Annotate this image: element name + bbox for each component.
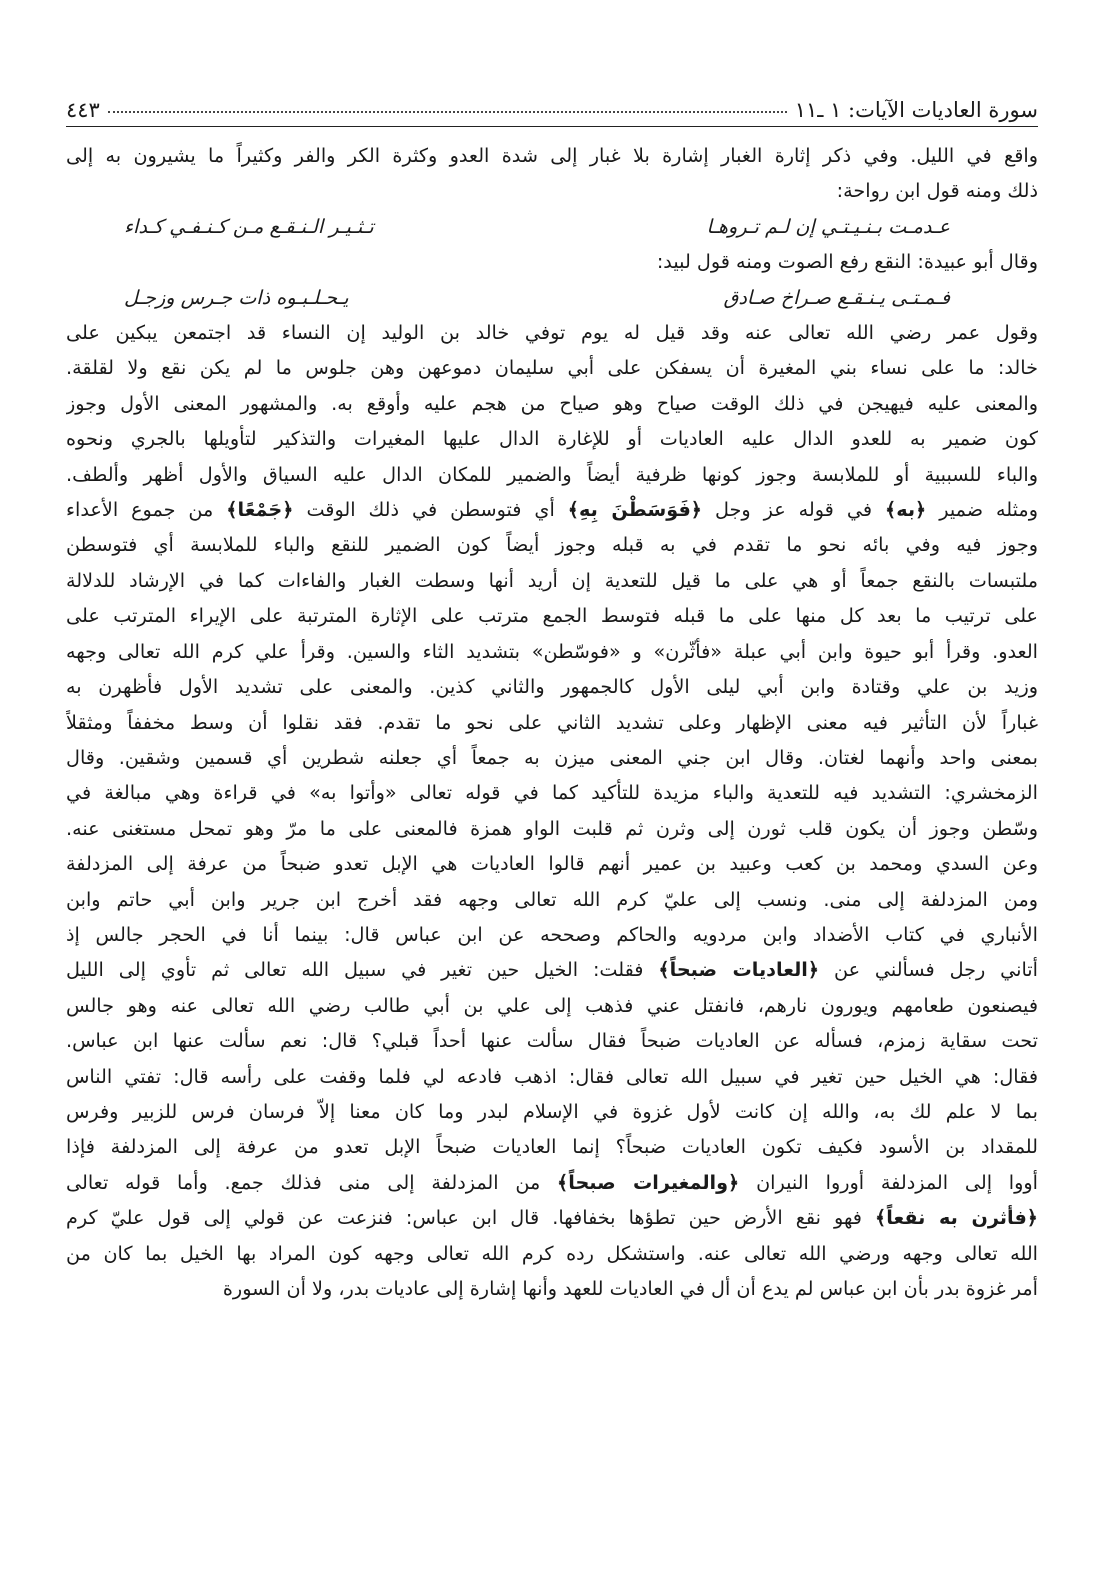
- verse-hemistich-right: عـدمـت بـنـيـتـي إن لـم تـروهـا: [706, 214, 950, 238]
- text-run: أي فتوسطن في ذلك الوقت: [306, 498, 555, 522]
- text-run: أووا إلى المزدلفة أوروا النيران: [756, 1170, 1038, 1194]
- text-line: فقال: هي الخيل حين تغير في سبيل الله تعالى فقال: اذهب فادعه لي فلما وقفت على رأسه قال: تفتي الناس: [66, 1064, 1038, 1088]
- quran-quote: ﴿فَوَسَطْنَ بِهِ﴾: [567, 498, 703, 522]
- text-line: ومن المزدلفة إلى منى. ونسب إلى عليّ كرم الله تعالى وجهه فقد أخرج ابن جرير وابن أبي حاتم وابن: [66, 887, 1038, 911]
- text-run: فقلت: الخيل حين تغير في سبيل الله تعالى ثم تأوي إلى الليل: [66, 958, 644, 982]
- quran-quote: ﴿العاديات ضبحاً﴾: [658, 958, 820, 982]
- text-line: وقال أبو عبيدة: النقع رفع الصوت ومنه قول لبيد:: [656, 250, 1038, 274]
- quran-quote: ﴿والمغيرات صبحاً﴾: [557, 1170, 740, 1194]
- text-run: أتاني رجل فسألني عن: [833, 958, 1038, 982]
- poem-verse: [66, 280, 1038, 315]
- text-line: وسّطن وجوز أن يكون قلب ثورن إلى وثرن ثم قلبت الواو همزة فالمعنى على ما مرّ وهو تمحل مستغنى عنه.: [66, 816, 1038, 840]
- text-line: [66, 1200, 1038, 1235]
- text-line: والمعنى عليه فيهيجن في ذلك الوقت صياح وهو صياح من هجم عليه وأوقع به. والمشهور المعنى الأول وجوز: [66, 391, 1038, 415]
- text-line: وجوز فيه وفي بائه نحو ما تقدم في به قبله وجوز أيضاً كون الضمير للنقع والباء للملابسة أي فتوسطن: [66, 533, 1038, 557]
- text-run: في قوله عز وجل: [715, 498, 872, 522]
- text-line: خالد: ما على نساء بني المغيرة أن يسفكن على أبي سليمان دموعهن وهن جلوس ما لم يكن نقع ولا لقلقة.: [66, 356, 1038, 380]
- text-line: كون ضمير به للعدو الدال عليه العاديات أو للإغارة الدال عليها المغيرات والتذكير لتأويلها بالجري ونحوه: [66, 427, 1038, 451]
- text-line: ملتبسات بالنقع جمعاً أو هي على ما قيل للتعدية إن أريد أنها وسطت الغبار والفاءات كما في الإرشاد للدلالة: [66, 568, 1038, 592]
- poem-verse: [66, 209, 1038, 244]
- text-run: فهو نقع الأرض حين تطؤها بخفافها. قال ابن عباس: فنزعت عن قولي إلى قول عليّ كرم: [66, 1206, 862, 1230]
- quran-quote: ﴿به﴾: [884, 498, 927, 522]
- text-line: [66, 492, 1038, 527]
- verse-hemistich-right: فـمـتـى يـنـقـع صـراخ صـادق: [723, 285, 950, 309]
- page-number: ٤٤٣: [66, 98, 100, 122]
- text-run: من جموع الأعداء: [66, 498, 214, 522]
- verse-hemistich-left: يـحـلـبـوه ذات جـرس وزجـل: [124, 285, 349, 309]
- text-line: الله تعالى وجهه ورضي الله تعالى عنه. واستشكل رده كرم الله تعالى وجهه كون المراد بها الخيل بما كان من: [66, 1241, 1038, 1265]
- text-line: بمعنى واحد وأنهما لغتان. وقال ابن جني المعنى ميزن به جمعاً أي جعلنه شطرين أي قسمين وشقين. وقال: [66, 745, 1038, 769]
- text-line: غباراً لأن التأثير فيه معنى الإظهار وعلى تشديد الثاني على نحو ما تقدم. فقد نقلوا أن وسط مخففاً ومثقلاً: [66, 710, 1038, 734]
- text-line: وعن السدي ومحمد بن كعب وعبيد بن عمير أنهم قالوا العاديات هي الإبل تعدو ضبحاً من عرفة إلى المزدلفة: [66, 852, 1038, 876]
- dotted-leader: [108, 111, 787, 113]
- text-line: وزيد بن علي وقتادة وابن أبي ليلى الأول كالجمهور والثاني كذين. والمعنى على تشديد الأول فأظهرن به: [66, 675, 1038, 699]
- tafsir-text: [66, 138, 1038, 1306]
- text-line: الأنباري في كتاب الأضداد وابن مردويه والحاكم وصححه عن ابن عباس قال: بينما أنا في الحجر جالس إذ: [66, 922, 1038, 946]
- text-line: للمقداد بن الأسود فكيف تكون العاديات ضبحاً؟ إنما العاديات ضبحاً الإبل تعدو من عرفة إلى المزدلفة فإذا: [66, 1135, 1038, 1159]
- running-header: [66, 82, 1038, 127]
- text-line: [66, 952, 1038, 987]
- text-run: من المزدلفة إلى منى فذلك جمع. وأما قوله تعالى: [66, 1170, 541, 1194]
- text-line: واقع في الليل. وفي ذكر إثارة الغبار إشارة بلا غبار إلى شدة العدو وكثرة الكر والفر وكثيراً ما يشيرون به إلى: [66, 144, 1038, 167]
- text-line: بما لا علم لك به، والله إن كانت لأول غزوة في الإسلام لبدر وما كان معنا إلاّ فرسان فرس للزبير وفرس: [66, 1099, 1038, 1123]
- text-line: الزمخشري: التشديد فيه للتعدية والباء مزيدة للتأكيد كما في قوله تعالى «وأتوا به» في قراءة وهي مبالغة في: [66, 781, 1038, 805]
- text-line: على ترتيب ما بعد كل منها على ما قبله فتوسط الجمع مترتب على الإثارة المترتبة على الإيراء المترتب على: [66, 604, 1038, 628]
- text-line: فيصنعون طعامهم ويورون نارهم، فانفتل عني فذهب إلى علي بن أبي طالب رضي الله تعالى عنه وهو جالس: [66, 993, 1038, 1017]
- quran-quote: ﴿جَمْعًا﴾: [226, 498, 294, 522]
- text-line: [66, 1165, 1038, 1200]
- text-line: والباء للسببية أو للملابسة وجوز كونها ظرفية أيضاً والضمير للمكان الدال عليه السياق والأول أظهر وألطف.: [66, 462, 1038, 486]
- quran-quote: ﴿فأثرن به نقعاً﴾: [875, 1206, 1038, 1230]
- text-line: وقول عمر رضي الله تعالى عنه وقد قيل له يوم توفي خالد بن الوليد إن النساء قد اجتمعن يبكين على: [66, 321, 1038, 345]
- text-line: أمر غزوة بدر بأن ابن عباس لم يدع أن أل في العاديات للعهد وأنها إشارة إلى عاديات بدر، ولا أن السورة: [222, 1277, 1038, 1300]
- surah-title: سورة العاديات الآيات: ١ ـ١١: [794, 98, 1038, 122]
- verse-hemistich-left: تـثـيـر الـنـقـع مـن كـنـفـي كـداء: [124, 214, 374, 238]
- text-line: تحت سقاية زمزم، فسأله عن العاديات ضبحاً فقال سألت عنها أحداً قبلي؟ قال: نعم سألت عنها ابن عباس.: [66, 1029, 1038, 1053]
- text-line: ذلك ومنه قول ابن رواحة:: [836, 179, 1038, 203]
- text-line: العدو. وقرأ أبو حيوة وابن أبي عبلة «فأثّرن» و «فوسّطن» بتشديد الثاء والسين. وقرأ علي كرم الله تعالى وجهه: [66, 639, 1038, 663]
- text-run: ومثله ضمير: [939, 498, 1038, 522]
